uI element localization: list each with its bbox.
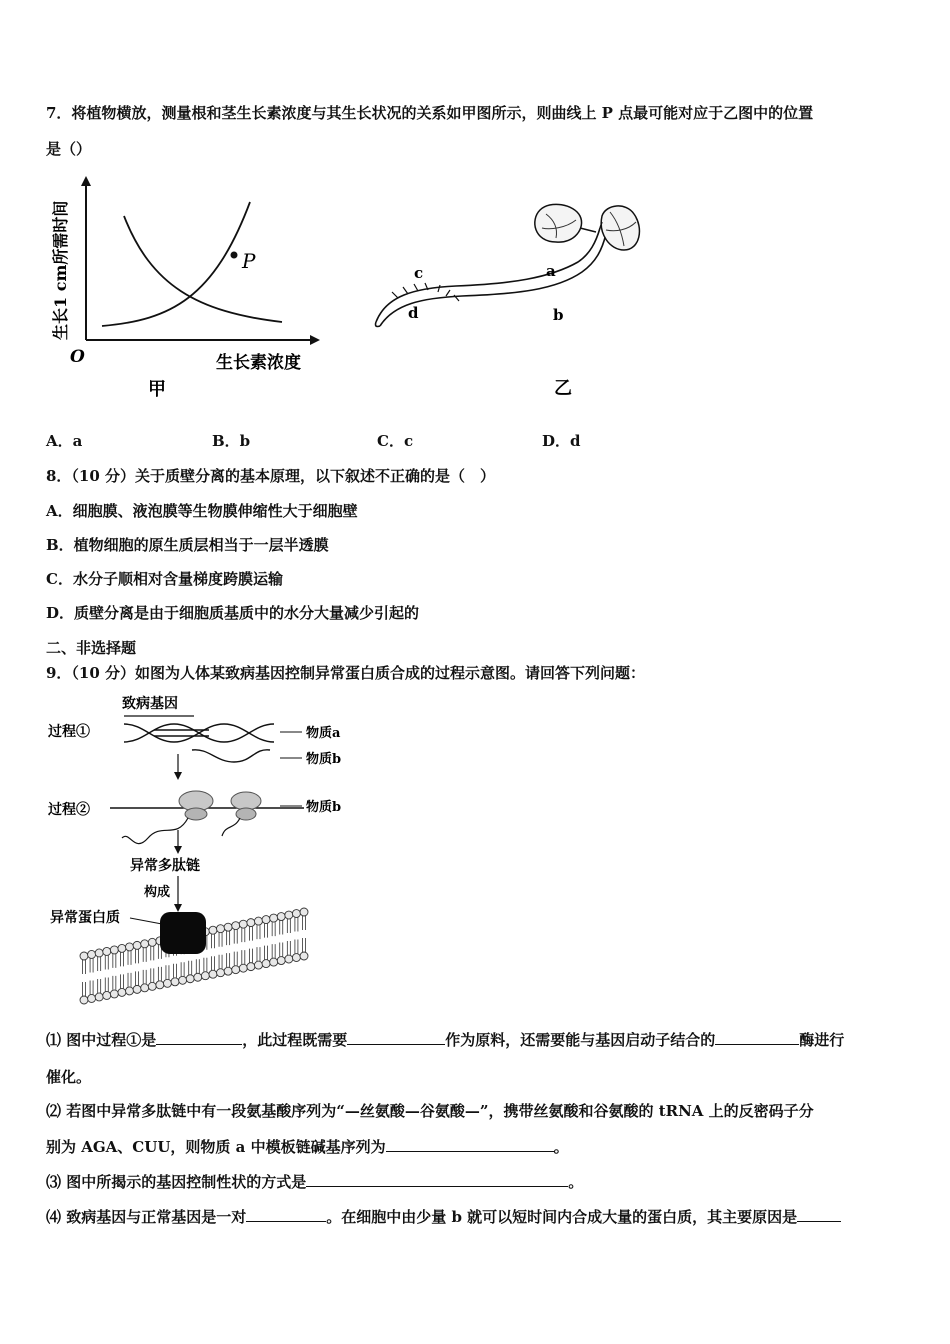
lipid-tail	[257, 925, 260, 939]
lipid-head	[254, 961, 262, 969]
lipid-tail	[303, 938, 306, 952]
lipid-tail	[128, 951, 131, 965]
lipid-head	[133, 985, 141, 993]
figure-jia-caption: 甲	[148, 379, 166, 400]
q9-sub2-line2	[46, 1136, 569, 1157]
lipid-head	[224, 923, 232, 931]
lipid-tail	[227, 931, 230, 945]
lipid-tail	[287, 919, 290, 933]
lipid-head	[88, 950, 96, 958]
lipid-head	[141, 984, 149, 992]
lipid-tail	[287, 941, 290, 955]
dna-strand-2	[124, 724, 274, 742]
leaf-left	[535, 204, 582, 242]
lipid-tail	[105, 955, 108, 969]
lipid-tail	[105, 977, 108, 991]
abnormal-protein	[160, 912, 206, 954]
lipid-head	[194, 973, 202, 981]
q7-option-d[interactable]: D．d	[542, 432, 581, 450]
lipid-tail	[280, 943, 283, 957]
q9-sub4-a: ⑷ 致病基因与正常基因是一对	[46, 1208, 247, 1226]
lipid-tail	[219, 955, 222, 969]
lipid-head	[285, 955, 293, 963]
curve-falling	[124, 216, 282, 322]
lipid-head	[270, 914, 278, 922]
y-axis-label: 生长1 cm所需时间	[51, 200, 70, 340]
lipid-tail	[196, 959, 199, 973]
lipid-head	[126, 987, 134, 995]
lipid-head	[118, 944, 126, 952]
lipid-tail	[143, 948, 146, 962]
label-b: b	[553, 306, 564, 324]
lipid-tail	[83, 982, 86, 996]
ribosome-2-large	[231, 792, 261, 810]
peptide-2	[222, 818, 240, 836]
q9-sub4-b: 。在细胞中由少量 b 就可以短时间内合成大量的蛋白质，其主要原因是	[326, 1208, 798, 1226]
section-heading: 二、非选择题	[46, 639, 137, 657]
lipid-tail	[249, 949, 252, 963]
lipid-head	[110, 990, 118, 998]
q9-sub3-a: ⑶ 图中所揭示的基因控制性状的方式是	[46, 1173, 307, 1191]
lipid-head	[148, 938, 156, 946]
process1-label: 过程①	[48, 724, 90, 740]
lipid-head	[133, 941, 141, 949]
lipid-tail	[295, 918, 298, 932]
figure-q9	[44, 690, 364, 1012]
matter-b2-label: 物质b	[306, 800, 342, 815]
lipid-tail	[151, 968, 154, 982]
matter-b1-label: 物质b	[306, 752, 342, 767]
lipid-tail	[265, 946, 268, 960]
lipid-head	[239, 964, 247, 972]
lipid-tail	[166, 965, 169, 979]
lipid-head	[186, 975, 194, 983]
lipid-head	[277, 957, 285, 965]
q8-stem: 8．（10 分）关于质壁分离的基本原理，以下叙述不正确的是（ ）	[46, 467, 496, 485]
label-a: a	[546, 262, 556, 280]
lipid-tail	[242, 950, 245, 964]
lipid-head	[262, 916, 270, 924]
q7-stem-line1: 7．将植物横放，测量根和茎生长素浓度与其生长状况的关系如甲图所示，则曲线上 P 点最可能对应于乙图中的位置	[46, 104, 814, 122]
lipid-tail	[257, 947, 260, 961]
q9-sub3	[46, 1171, 583, 1192]
lipid-head	[292, 954, 300, 962]
lipid-tail	[295, 940, 298, 954]
lipid-tail	[174, 964, 177, 978]
lipid-head	[285, 911, 293, 919]
lipid-head	[247, 963, 255, 971]
protein-pointer	[130, 918, 162, 924]
polypeptide-label: 异常多肽链	[130, 858, 200, 874]
lipid-tail	[90, 980, 93, 994]
lipid-head	[103, 991, 111, 999]
figure-yi-caption: 乙	[554, 378, 572, 399]
origin-label: O	[70, 347, 85, 367]
x-axis-label: 生长素浓度	[216, 353, 301, 373]
q9-sub1-d: 酶进行	[799, 1031, 845, 1049]
lipid-tail	[128, 973, 131, 987]
q8-option-a[interactable]: A．细胞膜、液泡膜等生物膜伸缩性大于细胞壁	[46, 502, 358, 520]
lipid-tail	[136, 949, 139, 963]
q9-sub2-c: 。	[553, 1138, 569, 1156]
lipid-head	[300, 952, 308, 960]
q8-option-d[interactable]: D．质壁分离是由于细胞质基质中的水分大量减少引起的	[46, 604, 420, 622]
lipid-tail	[272, 922, 275, 936]
lipid-tail	[143, 970, 146, 984]
figure-jia	[46, 170, 346, 410]
lipid-tail	[234, 930, 237, 944]
q9-sub3-blank[interactable]	[306, 1172, 568, 1187]
lipid-head	[148, 982, 156, 990]
lipid-head	[80, 996, 88, 1004]
lipid-tail	[181, 962, 184, 976]
lipid-head	[209, 926, 217, 934]
mrna-strand	[192, 750, 270, 762]
lipid-tail	[189, 961, 192, 975]
q9-sub2-b: 别为 AGA、CUU，则物质 a 中模板链碱基序列为	[46, 1138, 386, 1156]
lipid-tail	[219, 933, 222, 947]
lipid-head	[118, 988, 126, 996]
label-d: d	[408, 304, 419, 322]
lipid-tail	[249, 927, 252, 941]
lipid-tail	[83, 960, 86, 974]
x-axis-arrow-icon	[310, 335, 320, 345]
lipid-head	[262, 960, 270, 968]
lipid-head	[179, 976, 187, 984]
lipid-head	[232, 966, 240, 974]
lipid-head	[80, 952, 88, 960]
lipid-head	[277, 913, 285, 921]
lipid-tail	[98, 979, 101, 993]
leaf-right	[601, 206, 639, 250]
lipid-tail	[113, 954, 116, 968]
figure-yi	[370, 198, 660, 410]
lipid-head	[110, 946, 118, 954]
lipid-head	[300, 908, 308, 916]
lipid-head	[292, 910, 300, 918]
lipid-tail	[303, 916, 306, 930]
lipid-head	[239, 920, 247, 928]
lipid-tail	[204, 958, 207, 972]
y-axis-arrow-icon	[81, 176, 91, 186]
protein-label: 异常蛋白质	[50, 910, 120, 926]
lipid-head	[232, 922, 240, 930]
compose-label: 构成	[144, 885, 171, 900]
lipid-tail	[113, 976, 116, 990]
q7-option-c[interactable]: C．c	[377, 432, 414, 450]
q7-option-a[interactable]: A．a	[46, 432, 83, 450]
root-tip	[376, 322, 381, 327]
q9-sub1-blank1[interactable]	[156, 1030, 242, 1045]
lipid-head	[171, 978, 179, 986]
q9-sub4	[46, 1206, 841, 1227]
lipid-head	[217, 925, 225, 933]
curve-rising	[102, 202, 250, 326]
lipid-head	[103, 947, 111, 955]
q8-option-b[interactable]: B．植物细胞的原生质层相当于一层半透膜	[46, 536, 329, 554]
lipid-tail	[136, 971, 139, 985]
lipid-head	[217, 969, 225, 977]
lipid-head	[270, 958, 278, 966]
matter-a-label: 物质a	[306, 726, 341, 741]
gene-label: 致病基因	[122, 696, 178, 712]
q8-option-c[interactable]: C．水分子顺相对含量梯度跨膜运输	[46, 570, 283, 588]
lipid-tail	[211, 934, 214, 948]
lipid-head	[254, 917, 262, 925]
lipid-tail	[158, 967, 161, 981]
q9-sub4-blank1[interactable]	[246, 1207, 326, 1222]
q9-sub2-line1: ⑵ 若图中异常多肽链中有一段氨基酸序列为“—丝氨酸—谷氨酸—”，携带丝氨酸和谷氨酸的 tRNA 上的反密码子分	[46, 1102, 814, 1120]
lipid-tail	[265, 924, 268, 938]
lipid-head	[156, 981, 164, 989]
q7-option-b[interactable]: B．b	[212, 432, 251, 450]
q9-stem: 9．（10 分）如图为人体某致病基因控制异常蛋白质合成的过程示意图。请回答下列问题：	[46, 664, 646, 682]
q9-sub1-c: 作为原料，还需要能与基因启动子结合的	[445, 1031, 716, 1049]
ribosome-2-small	[236, 808, 256, 820]
lipid-tail	[120, 952, 123, 966]
arrow-2-icon	[174, 846, 182, 854]
label-c: c	[414, 264, 424, 282]
point-p	[231, 252, 238, 259]
lipid-head	[224, 967, 232, 975]
q9-sub1-line2: 催化。	[46, 1068, 92, 1086]
lipid-tail	[120, 974, 123, 988]
lipid-tail	[272, 944, 275, 958]
lipid-tail	[211, 956, 214, 970]
lipid-head	[201, 972, 209, 980]
lipid-tail	[234, 952, 237, 966]
lipid-head	[247, 919, 255, 927]
process2-label: 过程②	[48, 802, 90, 818]
arrow-1-icon	[174, 772, 182, 780]
q9-sub1-blank3[interactable]	[715, 1030, 799, 1045]
lipid-head	[126, 943, 134, 951]
lipid-head	[209, 970, 217, 978]
lipid-tail	[90, 958, 93, 972]
lipid-tail	[151, 946, 154, 960]
lipid-tail	[242, 928, 245, 942]
lipid-tail	[227, 953, 230, 967]
lipid-tail	[280, 921, 283, 935]
lipid-head	[95, 949, 103, 957]
q9-sub4-blank2[interactable]	[797, 1207, 841, 1222]
arrow-3-icon	[174, 904, 182, 912]
point-p-label: P	[242, 249, 256, 273]
q9-sub1-line1	[46, 1029, 844, 1050]
q9-sub1-blank2[interactable]	[347, 1030, 445, 1045]
q9-sub1-a: ⑴ 图中过程①是	[46, 1031, 157, 1049]
q9-sub3-b: 。	[568, 1173, 584, 1191]
lipid-tail	[98, 957, 101, 971]
lipid-head	[88, 994, 96, 1002]
lipid-head	[95, 993, 103, 1001]
lipid-head	[141, 940, 149, 948]
q9-sub2-blank[interactable]	[386, 1137, 554, 1152]
lipid-head	[163, 979, 171, 987]
q7-stem-line2: 是（）	[46, 140, 92, 158]
q9-sub1-b: ，此过程既需要	[242, 1031, 348, 1049]
